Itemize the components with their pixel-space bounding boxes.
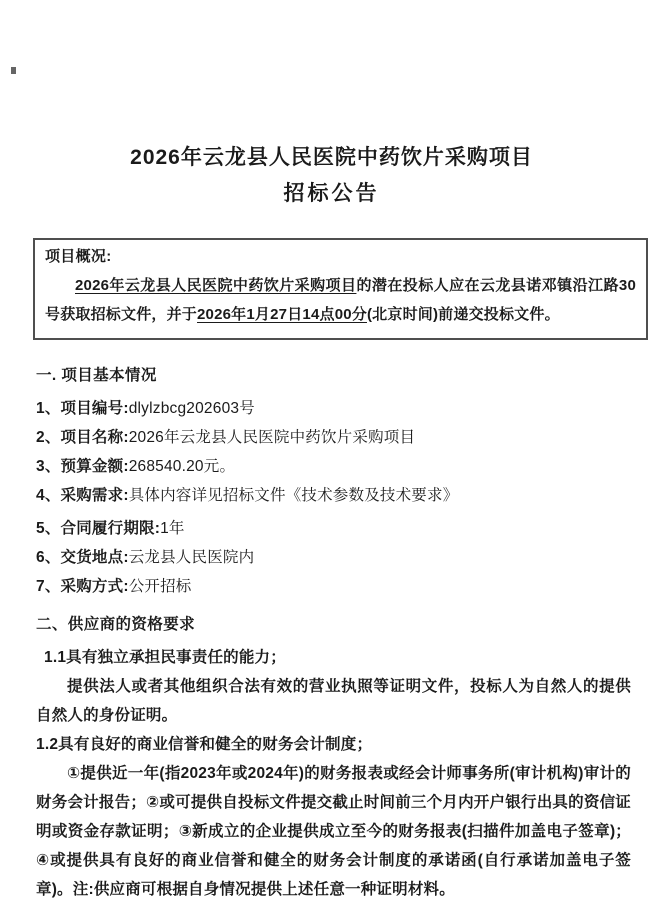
field-value: 云龙县人民医院内 [128, 549, 255, 566]
section-1-heading: 一. 项目基本情况 [36, 367, 157, 384]
overview-text-segment: (北京时间)前递交投标文件。 [366, 306, 560, 323]
field-label: 2、项目名称: [36, 429, 129, 446]
overview-text-segment: 的潜在投标人应在云龙县诺邓镇沿江路30号获取招标文件，并于 [45, 277, 636, 323]
project-name-underlined: 2026年云龙县人民医院中药饮片采购项目 [75, 277, 357, 294]
qualification-1-1: 1.1具有独立承担民事责任的能力； [44, 649, 286, 666]
document-body [36, 365, 631, 902]
qualification-requirements [36, 643, 631, 902]
field-value: dlylzbcg202603号 [128, 400, 255, 417]
overview-paragraph [45, 271, 636, 329]
item-delivery-place [36, 543, 631, 572]
field-value: 2026年云龙县人民医院中药饮片采购项目 [128, 429, 416, 446]
item-project-name [36, 423, 631, 452]
field-label: 5、合同履行期限: [36, 520, 161, 537]
item-procurement-method [36, 572, 631, 601]
field-label: 1、项目编号: [36, 400, 129, 417]
project-overview-box [33, 238, 648, 340]
section-2-heading: 二、供应商的资格要求 [36, 616, 196, 633]
field-label: 3、预算金额: [36, 458, 129, 475]
field-label: 7、采购方式: [36, 578, 129, 595]
bid-deadline-underlined: 2026年1月27日14点00分 [197, 306, 367, 323]
scan-artifact-mark [11, 67, 16, 74]
overview-heading: 项目概况: [45, 248, 112, 265]
basic-info-list [36, 394, 631, 601]
qualification-1-1-detail: 提供法人或者其他组织合法有效的营业执照等证明文件，投标人为自然人的提供自然人的身份证明。 [36, 678, 631, 724]
item-project-number [36, 394, 631, 423]
title-block [0, 0, 663, 208]
field-value: 具体内容详见招标文件《技术参数及技术要求》 [128, 487, 459, 504]
field-label: 6、交货地点: [36, 549, 129, 566]
document-title: 2026年云龙县人民医院中药饮片采购项目 [130, 146, 533, 169]
field-value: 公开招标 [128, 578, 192, 595]
qualification-1-2: 1.2具有良好的商业信誉和健全的财务会计制度； [36, 736, 373, 753]
field-value: 1年 [160, 520, 185, 537]
qualification-1-2-detail: ①提供近一年(指2023年或2024年)的财务报表或经会计师事务所(审计机构)审计的财务会计报告；②或可提供自投标文件提交截止时间前三个月内开户银行出具的资信证明或资金存款证明；③新成立的企业提供成立至今的财务报表(扫描件加盖电子签章)；④或提供具有良好的商业信誉和健全的财务会计制度的承诺函(自行承诺加盖电子签章)。注:供应商可根据自身情况提供上述任意一种证明材料。 [36, 765, 631, 898]
item-procurement-requirements [36, 481, 631, 510]
document-subtitle: 招标公告 [283, 182, 380, 205]
field-label: 4、采购需求: [36, 487, 129, 504]
item-contract-period [36, 514, 631, 543]
field-value: 268540.20元。 [128, 458, 236, 475]
item-budget-amount [36, 452, 631, 481]
